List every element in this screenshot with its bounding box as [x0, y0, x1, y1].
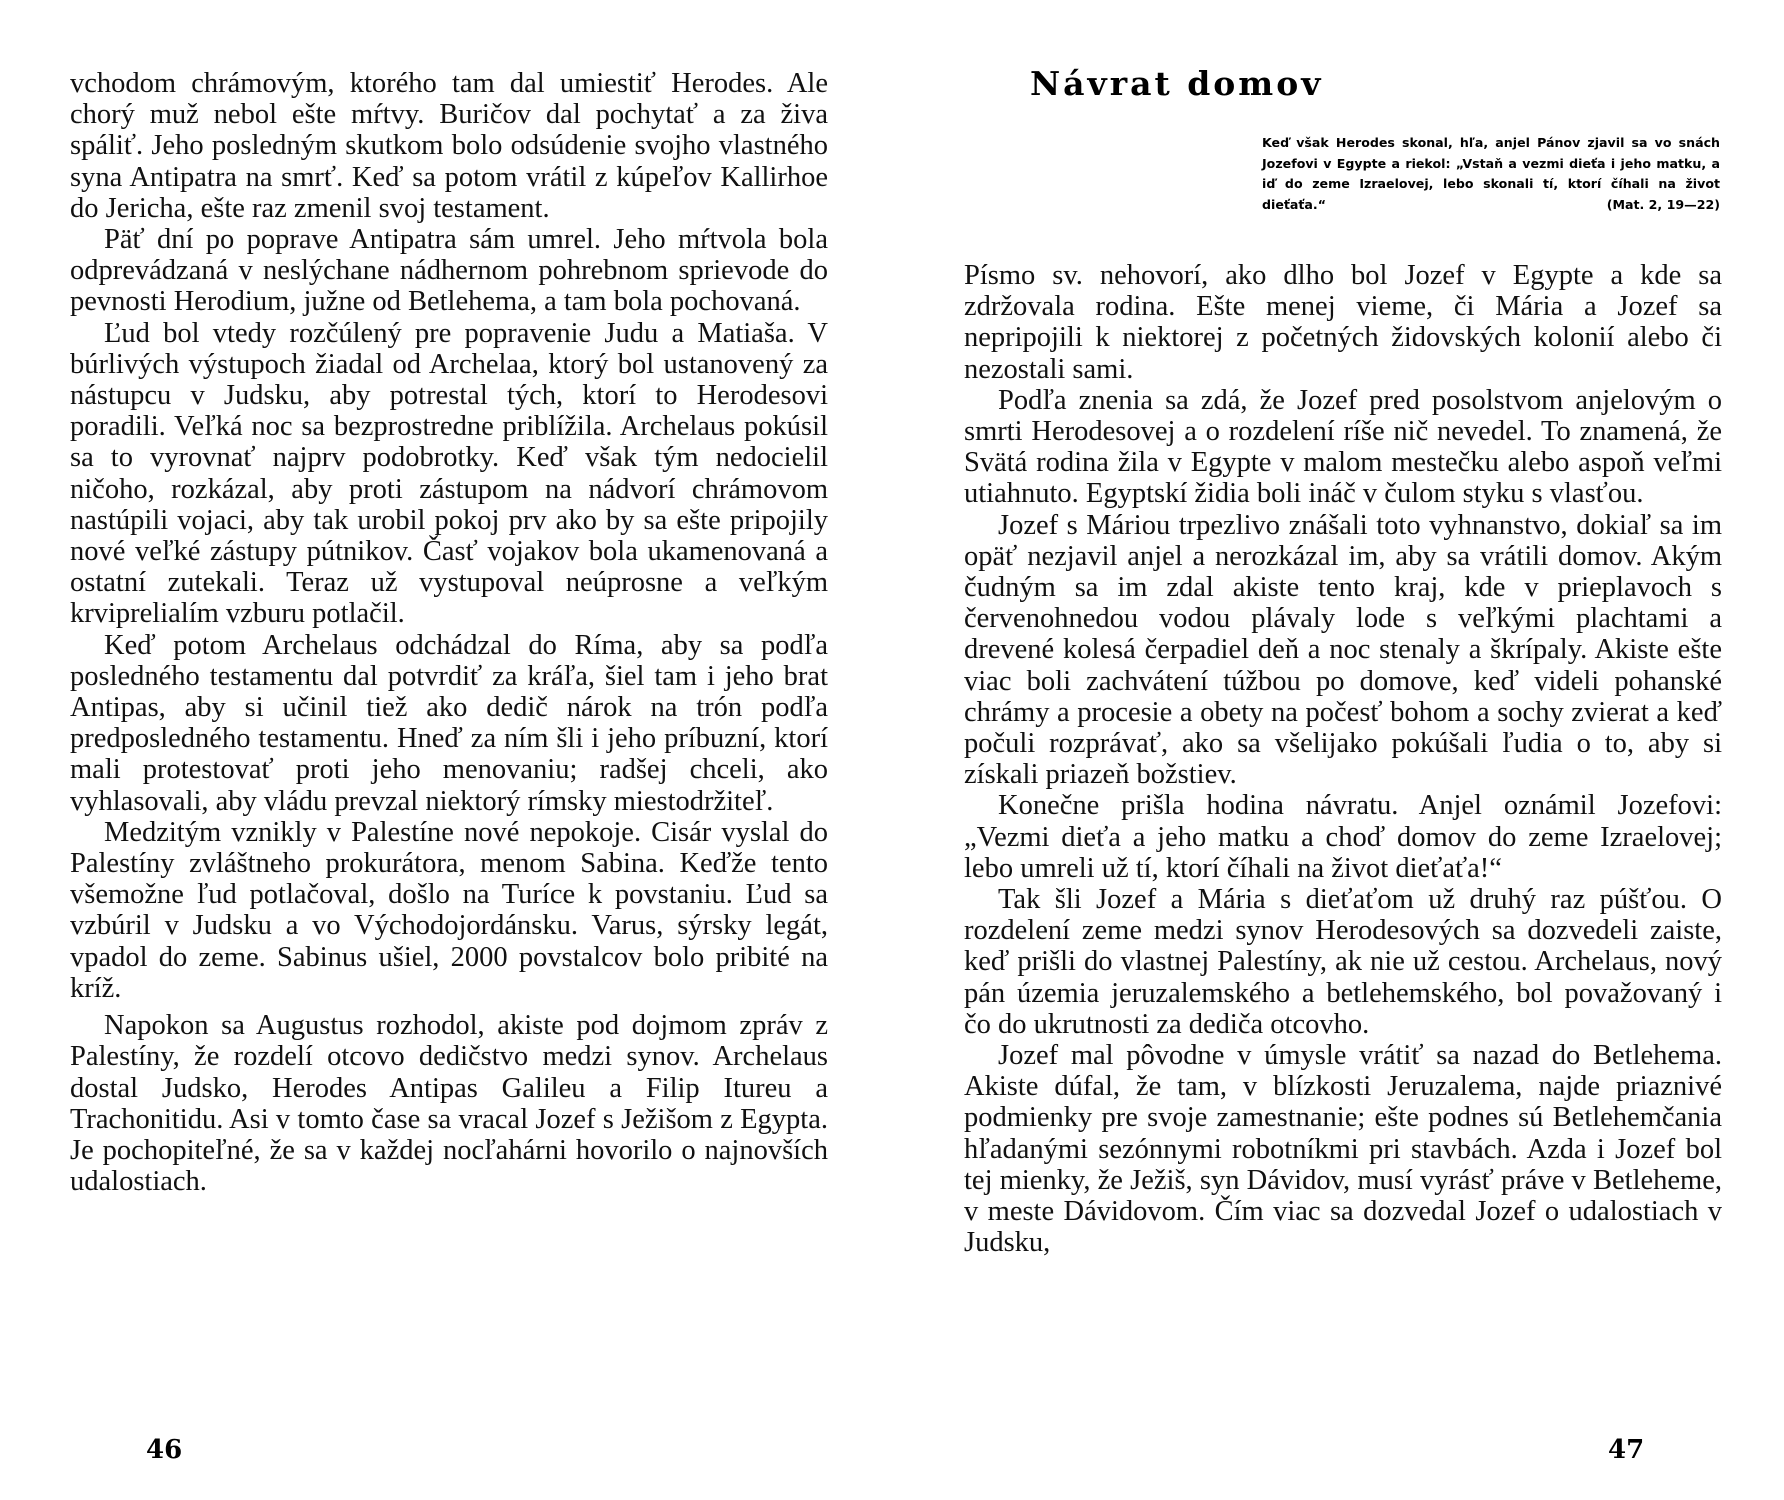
epigraph-text: Keď však Herodes skonal, hľa, anjel Pánov zjavil sa vo snách Jozefovi v Egypte a riekol: „Vstaň a vezmi dieťa i jeho matku, a iď do zeme Izraelovej, lebo skonali tí, ktorí číhali na život dieťaťa.“: [1262, 135, 1720, 212]
page-number: 46: [146, 1435, 183, 1465]
paragraph: Ľud bol vtedy rozčúlený pre popravenie Judu a Matiaša. V búrlivých výstupoch žiadal od Archelaa, ktorý bol ustanovený za nástupcu v Judsku, aby potrestal tých, ktorí to Herodesovi poradili. Veľká noc sa bezprostredne priblížila. Archelaus pokúsil sa to vyrovnať najprv podobrotky. Keď však tým nedocielil ničoho, rozkázal, aby proti zástupom na nádvorí chrámovom nastúpili vojaci, aby tak urobil pokoj prv ako by sa ešte pripojily nové veľké zástupy pútnikov. Časť vojakov bola ukamenovaná a ostatní zutekali. Teraz už vystupoval neúprosne a veľkým krviprelialím vzburu potlačil.: [70, 317, 828, 630]
epigraph-reference: (Mat. 2, 19—22): [1606, 196, 1720, 212]
left-page-text: [70, 68, 828, 1197]
paragraph: Písmo sv. nehovorí, ako dlho bol Jozef v Egypte a kde sa zdržovala rodina. Ešte menej vieme, či Mária a Jozef sa nepripojili k niektorej z početných židovských kolonií alebo či nezostali sami.: [964, 260, 1722, 385]
paragraph: Napokon sa Augustus rozhodol, akiste pod dojmom zpráv z Palestíny, že rozdelí otcovo dedičstvo medzi synov. Archelaus dostal Judsko, Herodes Antipas Galileu a Filip Itureu a Trachonitidu. Asi v tomto čase sa vracal Jozef s Ježišom z Egypta. Je pochopiteľné, že sa v každej nocľahárni hovorilo o najnovších udalostiach.: [70, 1010, 828, 1198]
paragraph: Tak šli Jozef a Mária s dieťaťom už druhý raz púšťou. O rozdelení zeme medzi synov Herodesových sa dozvedeli zaiste, keď prišli do vlastnej Palestíny, ak nie už cestou. Archelaus, nový pán územia jeruzalemského a betlehemského, bol považovaný i čo do ukrutnosti za dediča otcovho.: [964, 884, 1722, 1040]
paragraph: Podľa znenia sa zdá, že Jozef pred posolstvom anjelovým o smrti Herodesovej a o rozdelení ríše nič nevedel. To znamená, že Svätá rodina žila v Egypte v malom mestečku alebo aspoň veľmi utiahnuto. Egyptskí židia boli ináč v čulom styku s vlasťou.: [964, 384, 1722, 510]
paragraph: Konečne prišla hodina návratu. Anjel oznámil Jozefovi: „Vezmi dieťa a jeho matku a choď domov do zeme Izraelovej; lebo umreli už tí, ktorí číhali na život dieťaťa!“: [964, 790, 1722, 884]
paragraph: Jozef mal pôvodne v úmysle vrátiť sa nazad do Betlehema. Akiste dúfal, že tam, v blízkosti Jeruzalema, najde priaznivé podmienky pre svoje zamestnanie; ešte podnes sú Betlehemčania hľadanými sezónnymi robotníkmi pri stavbách. Azda i Jozef bol tej mienky, že Ježiš, syn Dávidov, musí vyrásť práve v Betleheme, v meste Dávidovom. Čím viac sa dozvedal Jozef o udalostiach v Judsku,: [964, 1040, 1722, 1259]
paragraph: Jozef s Máriou trpezlivo znášali toto vyhnanstvo, dokiaľ sa im opäť nezjavil anjel a nerozkázal im, aby sa vrátili domov. Akým čudným sa im zdal akiste tento kraj, kde v prieplavoch s červenohnedou vodou plávaly lode s veľkými plachtami a drevené kolesá čerpadiel deň a noc stenaly a škrípaly. Akiste ešte viac boli zachvátení túžbou po domove, keď videli pohanské chrámy a procesie a obety na počesť bohom a sochy zvierat a keď počuli rozprávať, ako sa všelijako pokúšali ľudia o to, aby si získali priazeň božstiev.: [964, 509, 1722, 791]
paragraph: Medzitým vznikly v Palestíne nové nepokoje. Cisár vyslal do Palestíny zvláštneho prokurátora, menom Sabina. Keďže tento všemožne ľud potlačoval, došlo na Turíce k povstaniu. Ľud sa vzbúril v Judsku a vo Východojordánsku. Varus, sýrsky legát, vpadol do zeme. Sabinus ušiel, 2000 povstalcov bolo pribité na kríž.: [70, 816, 828, 1004]
page-number: 47: [1608, 1435, 1645, 1465]
paragraph: Päť dní po poprave Antipatra sám umrel. Jeho mŕtvola bola odprevádzaná v neslýchane nádhernom pohrebnom sprievode do pevnosti Herodium, južne od Betlehema, a tam bola pochovaná.: [70, 224, 828, 318]
chapter-heading: Návrat domov: [1030, 64, 1324, 103]
paragraph: vchodom chrámovým, ktorého tam dal umiestiť Herodes. Ale chorý muž nebol ešte mŕtvy. Buričov dal pochytať a za živa spáliť. Jeho posledným skutkom bolo odsúdenie svojho vlastného syna Antipatra na smrť. Keď sa potom vrátil z kúpeľov Kallirhoe do Jericha, ešte raz zmenil svoj testament.: [70, 68, 828, 224]
epigraph: [1262, 133, 1720, 215]
right-page-text: [964, 260, 1722, 1259]
paragraph: Keď potom Archelaus odchádzal do Ríma, aby sa podľa posledného testamentu dal potvrdiť za kráľa, šiel tam i jeho brat Antipas, aby si učinil tiež ako dedič nárok na trón podľa predposledného testamentu. Hneď za ním šli i jeho príbuzní, ktorí mali protestovať proti jeho menovaniu; radšej chceli, ako vyhlasovali, aby vládu prevzal niektorý rímsky miestodržiteľ.: [70, 629, 828, 817]
right-page: [892, 0, 1784, 1500]
